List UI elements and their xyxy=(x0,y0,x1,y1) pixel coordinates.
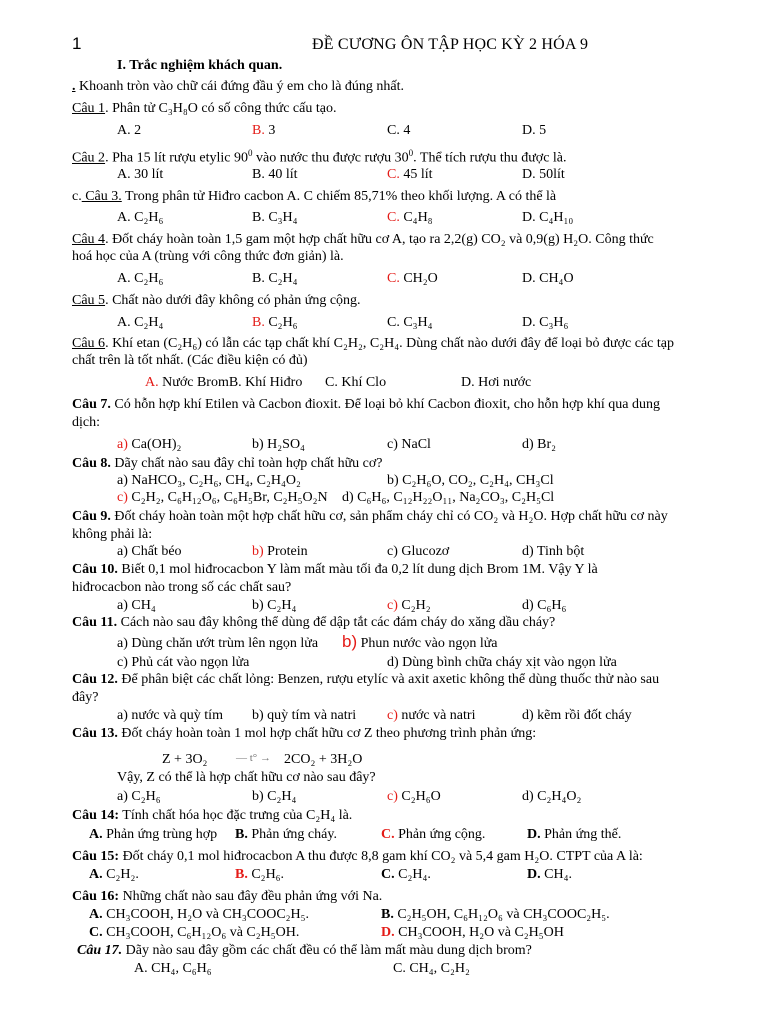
q4-option-d: D. CH₄O xyxy=(522,271,574,286)
q8-option-d: d) C₆H₆, C₁₂H₂₂O₁₁, Na₂CO₃, C₂H₅Cl xyxy=(342,490,555,505)
q16-option-b-letter: B. xyxy=(381,907,394,922)
question-7-line-2: dịch: xyxy=(72,415,100,430)
answer-mark: B. xyxy=(252,123,265,138)
q11-option-d: d) Dùng bình chữa cháy xịt vào ngọn lửa xyxy=(387,655,617,670)
q14-option-b-letter: B. xyxy=(235,827,248,842)
question-3-text: Trong phân tử Hiđro cacbon A. C chiếm 85,71% theo khối lượng. A có thể là xyxy=(121,189,557,204)
question-13-label: Câu 13. xyxy=(72,726,118,741)
question-12-label: Câu 12. xyxy=(72,672,118,687)
question-13-text: Đốt cháy hoàn toàn 1 mol hợp chất hữu cơ Z theo phương trình phản ứng: xyxy=(117,726,537,741)
question-1-text: . Phân tử C₃H₈O có số công thức cấu tạo. xyxy=(105,101,337,116)
q9-option-c: c) Glucozơ xyxy=(387,544,450,559)
question-13-line-2: Vậy, Z có thể là hợp chất hữu cơ nào sau đây? xyxy=(117,770,376,785)
question-8-text: Dãy chất nào sau đây chỉ toàn hợp chất hữu cơ? xyxy=(110,456,383,471)
q16-option-a xyxy=(89,907,309,923)
equation-left: Z + 3O₂ xyxy=(162,752,208,767)
answer-mark: B. xyxy=(252,315,265,330)
answer-mark: c) xyxy=(387,598,398,613)
question-14-label: Câu 14: xyxy=(72,808,120,823)
question-2-text-3: . Thể tích rượu thu được là. xyxy=(413,150,567,166)
answer-mark: D. xyxy=(381,925,395,940)
question-14 xyxy=(72,808,352,824)
q2-option-c-text: 45 lít xyxy=(399,167,433,182)
answer-mark: a) xyxy=(117,437,128,452)
equation-right: 2CO₂ + 3H₂O xyxy=(284,752,363,767)
question-11-text: Cách nào sau đây không thể dùng để dập tắt các đám cháy do xăng dầu cháy? xyxy=(117,615,556,630)
q14-option-d xyxy=(527,827,621,843)
question-8 xyxy=(72,456,382,472)
question-9-line-2: không phải là: xyxy=(72,527,153,542)
q5-option-d: D. C₃H₆ xyxy=(522,315,569,330)
q8-option-b: b) C₂H₆O, CO₂, C₂H₄, CH₃Cl xyxy=(387,473,554,488)
question-4-label: Câu 4 xyxy=(72,232,106,247)
q8-option-a: a) NaHCO₃, C₂H₆, CH₄, C₂H₄O₂ xyxy=(117,473,301,488)
question-5-text: . Chất nào dưới đây không có phản ứng cộng. xyxy=(105,293,361,308)
q16-option-a-letter: A. xyxy=(89,907,103,922)
answer-mark: b) xyxy=(342,632,358,651)
q14-option-d-text: Phản ứng thế. xyxy=(540,827,622,842)
q14-option-a-text: Phản ứng trùng hợp xyxy=(102,827,218,842)
degree-sup-1: 0 xyxy=(247,148,253,158)
question-10-text: Biết 0,1 mol hiđrocacbon Y làm mất màu tối đa 0,2 lít dung dịch Brom 1M. Vậy Y là xyxy=(117,562,598,577)
q15-option-d-text: CH₄. xyxy=(540,867,572,882)
q5-option-c: C. C₃H₄ xyxy=(387,315,433,330)
question-15-text: Đốt cháy 0,1 mol hiđrocacbon A thu được 8,8 gam khí CO₂ và 5,4 gam H₂O. CTPT của A là: xyxy=(119,849,643,864)
q9-option-a: a) Chất béo xyxy=(117,544,182,559)
q12-option-a: a) nước và quỳ tím xyxy=(117,708,223,723)
q6-option-a-text: Nước BromB. Khí Hiđro xyxy=(158,375,303,390)
q14-option-d-letter: D. xyxy=(527,827,541,842)
q1-option-c: C. 4 xyxy=(387,123,411,138)
q5-option-a: A. C₂H₄ xyxy=(117,315,164,330)
question-12 xyxy=(72,672,659,688)
q13-option-c xyxy=(387,789,441,805)
q3-option-b: B. C₃H₄ xyxy=(252,210,298,225)
q13-option-d: d) C₂H₄O₂ xyxy=(522,789,582,804)
q4-option-b: B. C₂H₄ xyxy=(252,271,298,286)
question-12-line-2: đây? xyxy=(72,690,99,705)
q12-option-c xyxy=(387,708,475,724)
q15-option-d xyxy=(527,867,572,883)
answer-mark: B. xyxy=(235,867,248,882)
q15-option-c-text: C₂H₄. xyxy=(394,867,431,882)
answer-mark: c) xyxy=(387,789,398,804)
q1-option-a: A. 2 xyxy=(117,123,142,138)
question-16 xyxy=(72,889,382,905)
answer-mark: C. xyxy=(387,271,400,286)
q8-option-c-text: C₂H₂, C₆H₁₂O₆, C₆H₅Br, C₂H₅O₂N xyxy=(127,490,328,505)
question-17-label: Câu 17. xyxy=(77,943,123,958)
q7-option-d: d) Br₂ xyxy=(522,437,557,452)
answer-mark: c) xyxy=(117,490,128,505)
q12-option-d: d) kẽm rồi đốt cháy xyxy=(522,708,632,723)
question-17-text: Dãy nào sau đây gồm các chất đều có thể làm mất màu dung dịch brom? xyxy=(122,943,532,958)
q14-option-c-text: Phản ứng cộng. xyxy=(394,827,486,842)
q11-option-c: c) Phủ cát vào ngọn lửa xyxy=(117,655,250,670)
question-6-text: . Khí etan (C₂H₆) có lẫn các tạp chất khí C₂H₂, C₂H₄. Dùng chất nào dưới đây để loại bỏ được các tạp xyxy=(105,336,674,351)
question-7-label: Câu 7. xyxy=(72,397,111,412)
q15-option-a-text: C₂H₂. xyxy=(102,867,139,882)
q14-option-b-text: Phản ứng cháy. xyxy=(247,827,337,842)
question-4-text: . Đốt cháy hoàn toàn 1,5 gam một hợp chất hữu cơ A, tạo ra 2,2(g) CO₂ và 0,9(g) H₂O. Công thức xyxy=(105,232,654,247)
q16-option-a-text: CH₃COOH, H₂O và CH₃COOC₂H₅. xyxy=(102,907,310,922)
q15-option-d-letter: D. xyxy=(527,867,541,882)
question-15-label: Câu 15: xyxy=(72,849,120,864)
question-2-label: Câu 2 xyxy=(72,150,106,166)
question-10 xyxy=(72,562,598,578)
q13-option-b: b) C₂H₄ xyxy=(252,789,297,804)
q8-option-c xyxy=(117,490,328,506)
q16-option-d-text: CH₃COOH, H₂O và C₂H₅OH xyxy=(394,925,564,940)
q15-option-b xyxy=(235,867,284,883)
q15-option-b-text: C₂H₆. xyxy=(247,867,285,882)
q17-option-a: A. CH₄, C₆H₆ xyxy=(134,961,212,976)
question-3 xyxy=(72,189,556,205)
q7-option-c: c) NaCl xyxy=(387,437,431,452)
q16-option-c-text: CH₃COOH, C₆H₁₂O₆ và C₂H₅OH. xyxy=(102,925,300,940)
q5-option-b xyxy=(252,315,298,331)
q15-option-a-letter: A. xyxy=(89,867,103,882)
degree-sup-2: 0 xyxy=(408,148,414,158)
q14-option-c xyxy=(381,827,485,843)
question-11-label: Câu 11. xyxy=(72,615,118,630)
question-9-label: Câu 9. xyxy=(72,509,111,524)
q11-option-a: a) Dùng chăn ướt trùm lên ngọn lửa xyxy=(117,636,319,651)
question-3-prefix: c. xyxy=(72,189,82,204)
q5-option-b-text: C₂H₆ xyxy=(264,315,298,330)
question-1 xyxy=(72,101,336,117)
question-2 xyxy=(72,145,567,167)
question-3-label: Câu 3. xyxy=(81,189,122,204)
q12-option-c-text: nước và natri xyxy=(397,708,476,723)
q2-option-b: B. 40 lít xyxy=(252,167,298,182)
q6-option-d: D. Hơi nước xyxy=(461,375,532,390)
question-10-label: Câu 10. xyxy=(72,562,118,577)
question-8-label: Câu 8. xyxy=(72,456,111,471)
q10-option-c-text: C₂H₂ xyxy=(397,598,431,613)
instruction xyxy=(72,79,404,95)
q6-option-a xyxy=(145,375,302,391)
question-6 xyxy=(72,336,674,352)
question-2-text-2: vào nước thu được rượu 30 xyxy=(252,150,409,166)
q3-option-c xyxy=(387,210,433,226)
q13-option-c-text: C₂H₆O xyxy=(397,789,441,804)
question-4-line-2: hoá học của A (trùng với công thức đơn giản) là. xyxy=(72,249,344,264)
q10-option-d: d) C₆H₆ xyxy=(522,598,567,613)
q3-option-d: D. C₄H₁₀ xyxy=(522,210,574,225)
question-16-label: Câu 16: xyxy=(72,889,120,904)
page-number: 1 xyxy=(72,34,82,53)
question-6-line-2: chất trên là tốt nhất. (Các điều kiện có đủ) xyxy=(72,353,308,368)
q15-option-c-letter: C. xyxy=(381,867,395,882)
q10-option-b: b) C₂H₄ xyxy=(252,598,297,613)
question-2-text-1: . Pha 15 lít rượu etylic 90 xyxy=(105,150,248,166)
answer-mark: b) xyxy=(252,544,264,559)
q15-option-a xyxy=(89,867,139,883)
q11-option-b-text: Phun nước vào ngọn lửa xyxy=(357,636,498,651)
q16-option-c-letter: C. xyxy=(89,925,103,940)
question-10-line-2: hiđrocacbon nào trong số các chất sau? xyxy=(72,580,292,595)
question-15 xyxy=(72,849,643,865)
q1-option-d: D. 5 xyxy=(522,123,547,138)
question-9-text: Đốt cháy hoàn toàn một hợp chất hữu cơ, sản phẩm cháy chỉ có CO₂ và H₂O. Hợp chất hữu cơ này xyxy=(110,509,668,524)
q9-option-b-text: Protein xyxy=(263,544,308,559)
question-7 xyxy=(72,397,660,413)
reaction-arrow-icon: — t° → xyxy=(236,752,271,764)
question-7-text: Có hỗn hợp khí Etilen và Cacbon đioxit. Để loại bỏ khí Cacbon đioxit, cho hỗn hợp khí qua dung xyxy=(110,397,660,412)
question-5-label: Câu 5 xyxy=(72,293,106,308)
q3-option-a: A. C₂H₆ xyxy=(117,210,164,225)
q17-option-c: C. CH₄, C₂H₂ xyxy=(393,961,470,976)
answer-mark: C. xyxy=(387,167,400,182)
q7-option-a-text: Ca(OH)₂ xyxy=(127,437,182,452)
q10-option-c xyxy=(387,598,431,614)
question-11 xyxy=(72,615,555,631)
q4-option-a: A. C₂H₆ xyxy=(117,271,164,286)
q10-option-a: a) CH₄ xyxy=(117,598,156,613)
q14-option-b xyxy=(235,827,337,843)
q16-option-b xyxy=(381,907,610,923)
q16-option-c xyxy=(89,925,299,941)
q3-option-c-text: C₄H₈ xyxy=(399,210,433,225)
q2-option-a: A. 30 lít xyxy=(117,167,164,182)
q1-option-b xyxy=(252,123,275,139)
document-title: ĐỀ CƯƠNG ÔN TẬP HỌC KỲ 2 HÓA 9 xyxy=(312,36,589,53)
q9-option-d: d) Tinh bột xyxy=(522,544,585,559)
answer-mark: c) xyxy=(387,708,398,723)
section-heading: I. Trắc nghiệm khách quan. xyxy=(117,58,283,73)
q2-option-c xyxy=(387,167,433,183)
q7-option-a xyxy=(117,437,181,453)
q16-option-b-text: C₂H₅OH, C₆H₁₂O₆ và CH₃COOC₂H₅. xyxy=(393,907,610,922)
question-9 xyxy=(72,509,668,525)
instruction-dot: . xyxy=(72,79,76,94)
instruction-text: Khoanh tròn vào chữ cái đứng đầu ý em cho là đúng nhất. xyxy=(75,79,405,94)
answer-mark: A. xyxy=(145,375,159,390)
question-5 xyxy=(72,293,361,309)
q1-option-b-text: 3 xyxy=(264,123,276,138)
q14-option-a xyxy=(89,827,217,843)
q4-option-c xyxy=(387,271,438,287)
question-6-label: Câu 6 xyxy=(72,336,106,351)
answer-mark: C. xyxy=(387,210,400,225)
question-1-label: Câu 1 xyxy=(72,101,106,116)
question-16-text: Những chất nào sau đây đều phản ứng với Na. xyxy=(119,889,383,904)
answer-mark: C. xyxy=(381,827,395,842)
question-4 xyxy=(72,232,654,248)
q12-option-b: b) quỳ tím và natri xyxy=(252,708,357,723)
q11-option-b xyxy=(342,634,498,652)
q13-option-a: a) C₂H₆ xyxy=(117,789,161,804)
q4-option-c-text: CH₂O xyxy=(399,271,438,286)
q15-option-c xyxy=(381,867,431,883)
q16-option-d xyxy=(381,925,564,941)
q7-option-b: b) H₂SO₄ xyxy=(252,437,305,452)
q2-option-d: D. 50lít xyxy=(522,167,565,182)
question-17 xyxy=(77,943,532,959)
question-12-text: Để phân biệt các chất lỏng: Benzen, rượu etylíc và axit axetic không thể dùng thuốc thử nào sau xyxy=(117,672,660,687)
q14-option-a-letter: A. xyxy=(89,827,103,842)
question-14-text: Tính chất hóa học đặc trưng của C₂H₄ là. xyxy=(119,808,353,823)
question-13 xyxy=(72,726,536,742)
q9-option-b xyxy=(252,544,308,560)
q6-option-c: C. Khí Clo xyxy=(325,375,387,390)
